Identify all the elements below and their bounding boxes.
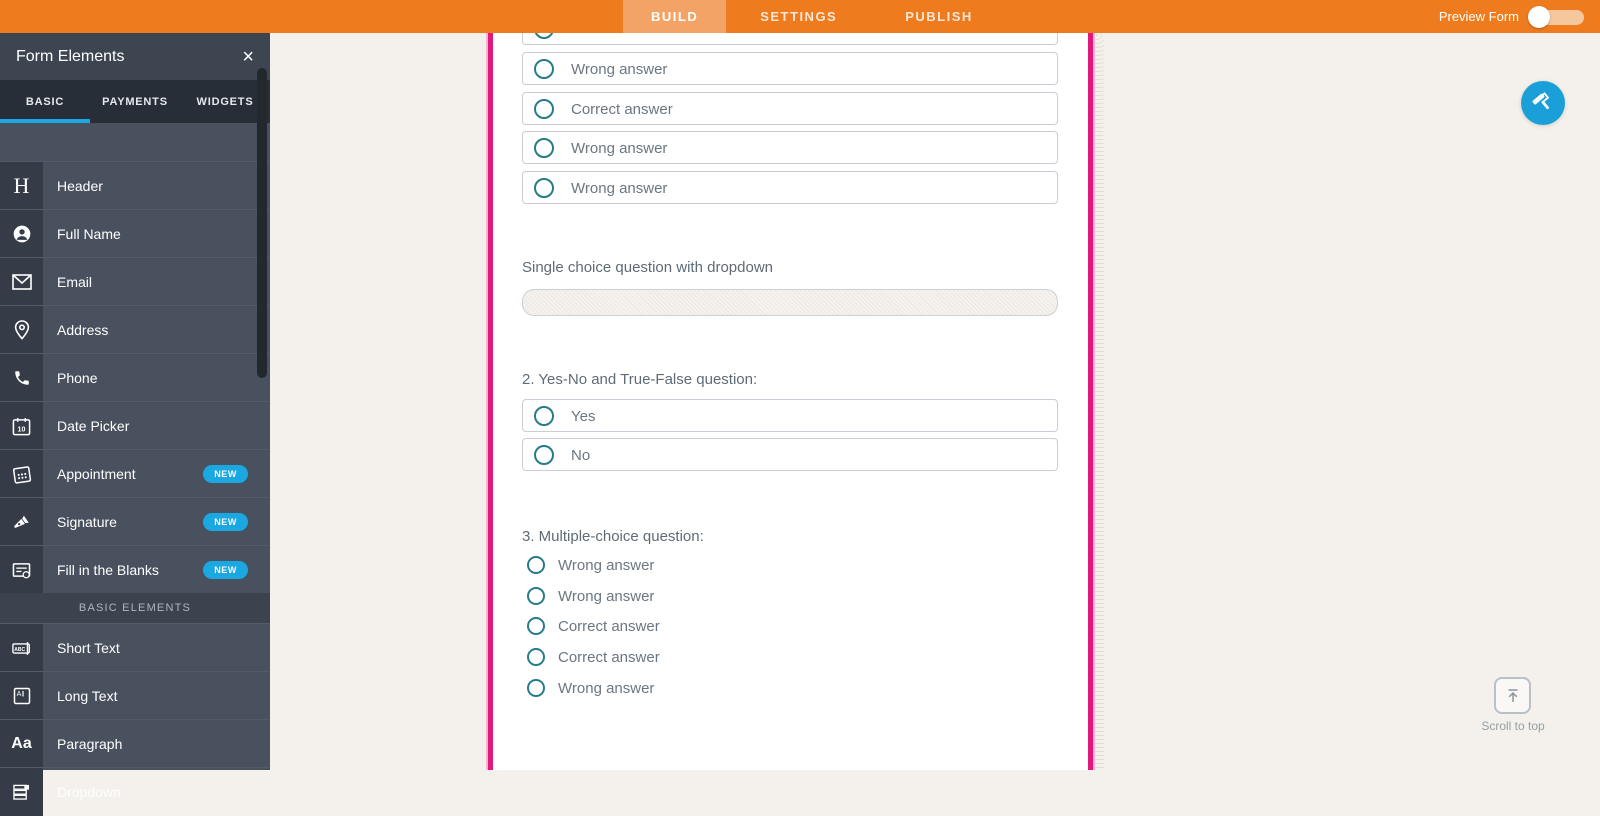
new-badge: NEW [203, 465, 248, 483]
form-elements-header [0, 33, 270, 80]
answer-option-box[interactable] [522, 438, 1058, 471]
svg-text:10: 10 [17, 425, 26, 434]
sidebar-item-appointment[interactable] [0, 449, 270, 497]
answer-option-box[interactable] [522, 92, 1058, 125]
sidebar-item-short-text[interactable] [0, 623, 270, 671]
form-designer-button[interactable] [1521, 81, 1565, 125]
arrow-up-to-line-icon [1504, 687, 1522, 705]
canvas-left-border [486, 33, 493, 770]
panel-tabs [0, 80, 270, 123]
tab-basic[interactable]: BASIC [0, 80, 90, 123]
appointment-icon [0, 450, 43, 498]
new-badge: NEW [203, 513, 248, 531]
answer-option[interactable] [527, 614, 927, 638]
phone-icon [0, 354, 43, 402]
panel-title: Form Elements [16, 47, 125, 65]
dropdown-icon [0, 768, 43, 816]
radio-icon[interactable] [527, 587, 545, 605]
close-icon[interactable]: × [242, 45, 254, 68]
answer-option-box[interactable] [522, 131, 1058, 164]
svg-text:A: A [16, 691, 21, 698]
email-icon [0, 258, 43, 306]
radio-icon[interactable] [534, 59, 554, 79]
option-label: Wrong answer [571, 140, 668, 157]
panel-scrollbar[interactable] [257, 68, 267, 378]
sidebar-item-label: Short Text [57, 640, 120, 656]
canvas-right-border [1088, 33, 1095, 770]
tab-build[interactable]: BUILD [623, 0, 726, 33]
signature-icon [0, 498, 43, 546]
sidebar-item-label: Signature [57, 514, 117, 530]
tab-widgets[interactable]: WIDGETS [196, 95, 254, 108]
sidebar-item-label: Appointment [57, 466, 136, 482]
sidebar-item-email[interactable] [0, 257, 270, 305]
sidebar-item-label: Paragraph [57, 736, 123, 752]
option-label: Wrong answer [558, 679, 655, 697]
sidebar-item-header[interactable] [0, 161, 270, 209]
radio-icon[interactable] [534, 138, 554, 158]
sidebar-item-full-name[interactable] [0, 209, 270, 257]
sidebar-item-label: Date Picker [57, 418, 130, 434]
question-label-dropdown[interactable]: Single choice question with dropdown [522, 259, 773, 276]
scroll-to-top-button[interactable] [1494, 677, 1531, 714]
answer-option[interactable] [527, 584, 927, 608]
sidebar-item-date-picker[interactable] [0, 401, 270, 449]
answer-option[interactable] [527, 676, 927, 700]
answer-option-box[interactable] [522, 399, 1058, 432]
radio-icon[interactable] [534, 178, 554, 198]
paint-roller-icon [1532, 92, 1554, 114]
sidebar-item-fill-in-the-blanks[interactable] [0, 545, 270, 593]
option-label: Wrong answer [571, 180, 668, 197]
option-label: No [571, 447, 591, 464]
top-nav-tabs [623, 0, 1007, 33]
tab-publish[interactable]: PUBLISH [905, 9, 973, 24]
option-label: Yes [571, 408, 596, 425]
form-elements-panel [0, 33, 270, 800]
full-name-icon [0, 210, 43, 258]
dropdown-field[interactable] [522, 289, 1058, 316]
option-label: Wrong answer [558, 587, 655, 605]
element-list [0, 128, 270, 800]
option-label: Wrong answer [558, 556, 655, 574]
sidebar-item-label: Phone [57, 370, 98, 386]
sidebar-item-address[interactable] [0, 305, 270, 353]
option-label: Correct answer [571, 101, 673, 118]
radio-icon[interactable] [527, 556, 545, 574]
fill-blanks-icon [0, 546, 43, 594]
radio-icon[interactable] [527, 648, 545, 666]
new-badge: NEW [203, 561, 248, 579]
sidebar-item-phone[interactable] [0, 353, 270, 401]
scroll-to-top-label: Scroll to top [1481, 719, 1545, 733]
long-text-icon [0, 672, 43, 720]
sidebar-item-long-text[interactable] [0, 671, 270, 719]
top-bar [0, 0, 1600, 33]
paragraph-icon: Aa [0, 720, 43, 768]
sidebar-item-label: Dropdown [57, 784, 121, 800]
short-text-icon [0, 624, 43, 672]
preview-form-toggle[interactable] [1528, 7, 1584, 27]
option-label: Correct answer [558, 617, 660, 635]
question-label-multiple-choice[interactable]: 3. Multiple-choice question: [522, 528, 704, 545]
sidebar-item-paragraph[interactable] [0, 719, 270, 767]
form-canvas [493, 33, 1088, 770]
radio-icon[interactable] [534, 99, 554, 119]
preview-form-label: Preview Form [1438, 9, 1519, 24]
sidebar-item-label: Address [57, 322, 109, 338]
header-icon: H [0, 162, 43, 210]
answer-option[interactable] [527, 645, 927, 669]
canvas-edge-texture [1095, 33, 1104, 770]
radio-icon[interactable] [534, 445, 554, 465]
tab-payments[interactable]: PAYMENTS [102, 95, 168, 108]
basic-elements-section-header [0, 593, 270, 623]
sidebar-item-label: Long Text [57, 688, 118, 704]
sidebar-item-signature[interactable] [0, 497, 270, 545]
preview-form-control [1439, 0, 1584, 33]
answer-option-box[interactable] [522, 171, 1058, 204]
radio-icon[interactable] [527, 617, 545, 635]
address-icon [0, 306, 43, 354]
toggle-knob[interactable] [1528, 6, 1550, 28]
radio-icon[interactable] [527, 679, 545, 697]
answer-option[interactable] [527, 553, 927, 577]
sidebar-item-label: Full Name [57, 226, 121, 242]
svg-text:ABC: ABC [13, 646, 25, 653]
option-label: Wrong answer [571, 61, 668, 78]
sidebar-item-label: Email [57, 274, 93, 290]
sidebar-item-label: Fill in the Blanks [57, 562, 159, 578]
tab-settings[interactable]: SETTINGS [760, 9, 838, 24]
question-label-yes-no[interactable]: 2. Yes-No and True-False question: [522, 371, 758, 388]
sidebar-item-dropdown[interactable] [0, 767, 270, 815]
radio-icon[interactable] [534, 406, 554, 426]
date-picker-icon [0, 402, 43, 450]
option-label: Correct answer [558, 648, 660, 666]
answer-option-box[interactable] [522, 52, 1058, 85]
sidebar-item-label: Header [57, 178, 103, 194]
section-label: BASIC ELEMENTS [78, 602, 192, 614]
